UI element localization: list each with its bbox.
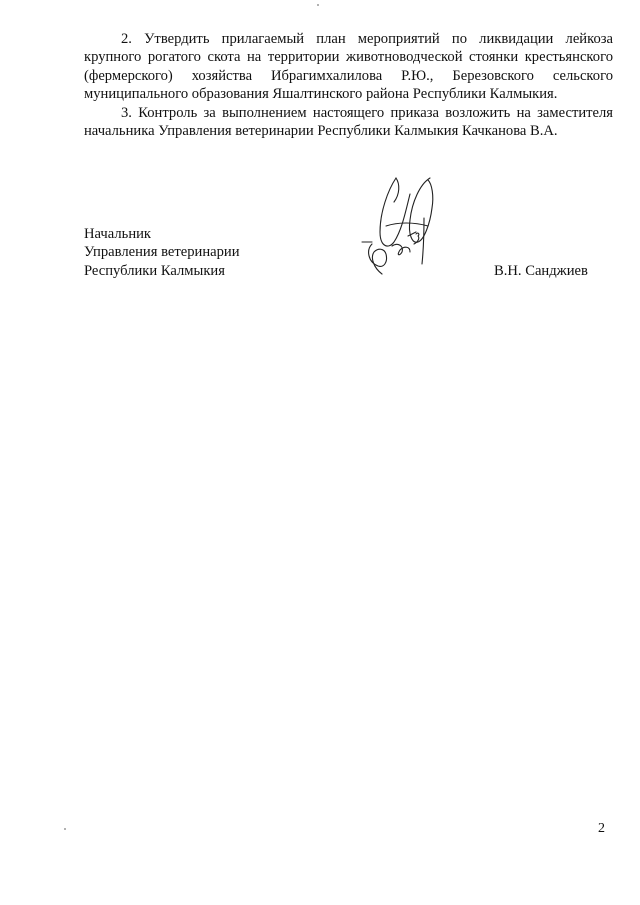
paragraph-3: 3. Контроль за выполнением настоящего приказа возложить на заместителя начальника Управления ветеринарии Республики Калмыкия Качканова В.А. [84, 104, 613, 140]
signer-name: В.Н. Санджиев [494, 263, 588, 279]
position-line: Управления ветеринарии [84, 244, 240, 261]
order-body [84, 30, 613, 140]
handwritten-signature [358, 172, 458, 282]
scan-speck [317, 4, 319, 6]
page-number: 2 [598, 821, 605, 836]
position-line: Начальник [84, 226, 152, 242]
scan-speck [64, 828, 66, 830]
signatory-position [84, 225, 240, 280]
paragraph-2: 2. Утвердить прилагаемый план мероприятий по ликвидации лейкоза крупного рогатого скота на территории животноводческой стоянки крестьянского (фермерского) хозяйства Ибрагимхалилова Р.Ю., Березовского сельского муниципального образования Яшалтинского района Республики Калмыкия. [84, 31, 613, 103]
position-line: Республики Калмыкия [84, 262, 225, 279]
